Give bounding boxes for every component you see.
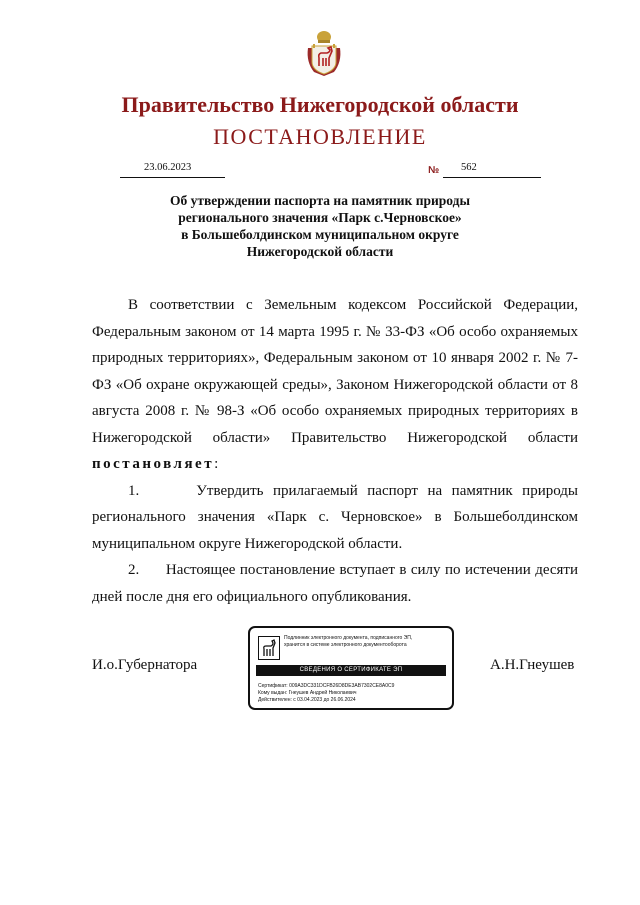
stamp-valid: Действителен: с 03.04.2023 до 26.06.2024	[258, 697, 356, 703]
clause-text: Утвердить прилагаемый паспорт на памятник природы регионального значения «Парк с. Черновское» в Большеболдинском муниципальном округе Нижегородской области.	[92, 482, 578, 552]
electronic-signature-stamp	[248, 626, 454, 710]
preamble-paragraph	[92, 292, 578, 478]
preamble-suffix: :	[214, 456, 219, 472]
clause-number: 1.	[128, 482, 140, 499]
document-subject	[140, 192, 500, 260]
signatory-position: И.о.Губернатора	[92, 657, 198, 673]
deer-emblem-icon	[258, 636, 280, 660]
clause-1	[92, 478, 578, 558]
subject-line: Нижегородской области	[246, 244, 394, 259]
clause-text: Настоящее постановление вступает в силу по истечении десяти дней после дня его официального опубликования.	[92, 562, 578, 605]
stamp-issued-to: Кому выдан: Гнеушев Андрей Николаевич	[258, 690, 357, 696]
clause-number: 2.	[128, 562, 140, 578]
stamp-certificate: Сертификат: 009A3DC331DCFB26D8DE3AB7302CE8A0C9	[258, 683, 395, 689]
stamp-bar: СВЕДЕНИЯ О СЕРТИФИКАТЕ ЭП	[256, 665, 446, 676]
subject-line: в Большеболдинском муниципальном округе	[181, 227, 459, 242]
document-type: ПОСТАНОВЛЕНИЕ	[213, 124, 427, 149]
clause-2	[92, 557, 578, 610]
document-date: 23.06.2023	[120, 162, 225, 178]
subject-line: регионального значения «Парк с.Черновское»	[178, 210, 462, 225]
document-number: 562	[443, 162, 541, 178]
government-title: Правительство Нижегородской области	[121, 92, 519, 117]
stamp-header-line: хранится в системе электронного документооборота	[284, 641, 407, 648]
decree-word: постановляет	[92, 456, 215, 472]
preamble-text: В соответствии с Земельным кодексом Российской Федерации, Федеральным законом от 14 марта 1995 г. № 33-ФЗ «Об особо охраняемых природных территориях», Федеральным законом от 10 января 2002 г. № 7-ФЗ «Об охране окружающей среды», Законом Нижегородской области от 8 августа 2008 г. № 98-З «Об особо охраняемых природных территориях в Нижегородской области» Правительство Нижегородской области	[92, 297, 578, 446]
stamp-header	[284, 635, 452, 648]
coat-of-arms-icon	[304, 28, 344, 78]
subject-line: Об утверждении паспорта на памятник природы	[170, 193, 470, 208]
document-body	[92, 292, 578, 610]
signatory-name: А.Н.Гнеушев	[490, 657, 575, 673]
stamp-header-line: Подлинник электронного документа, подписанного ЭП,	[284, 635, 413, 641]
number-label: №	[428, 165, 440, 176]
